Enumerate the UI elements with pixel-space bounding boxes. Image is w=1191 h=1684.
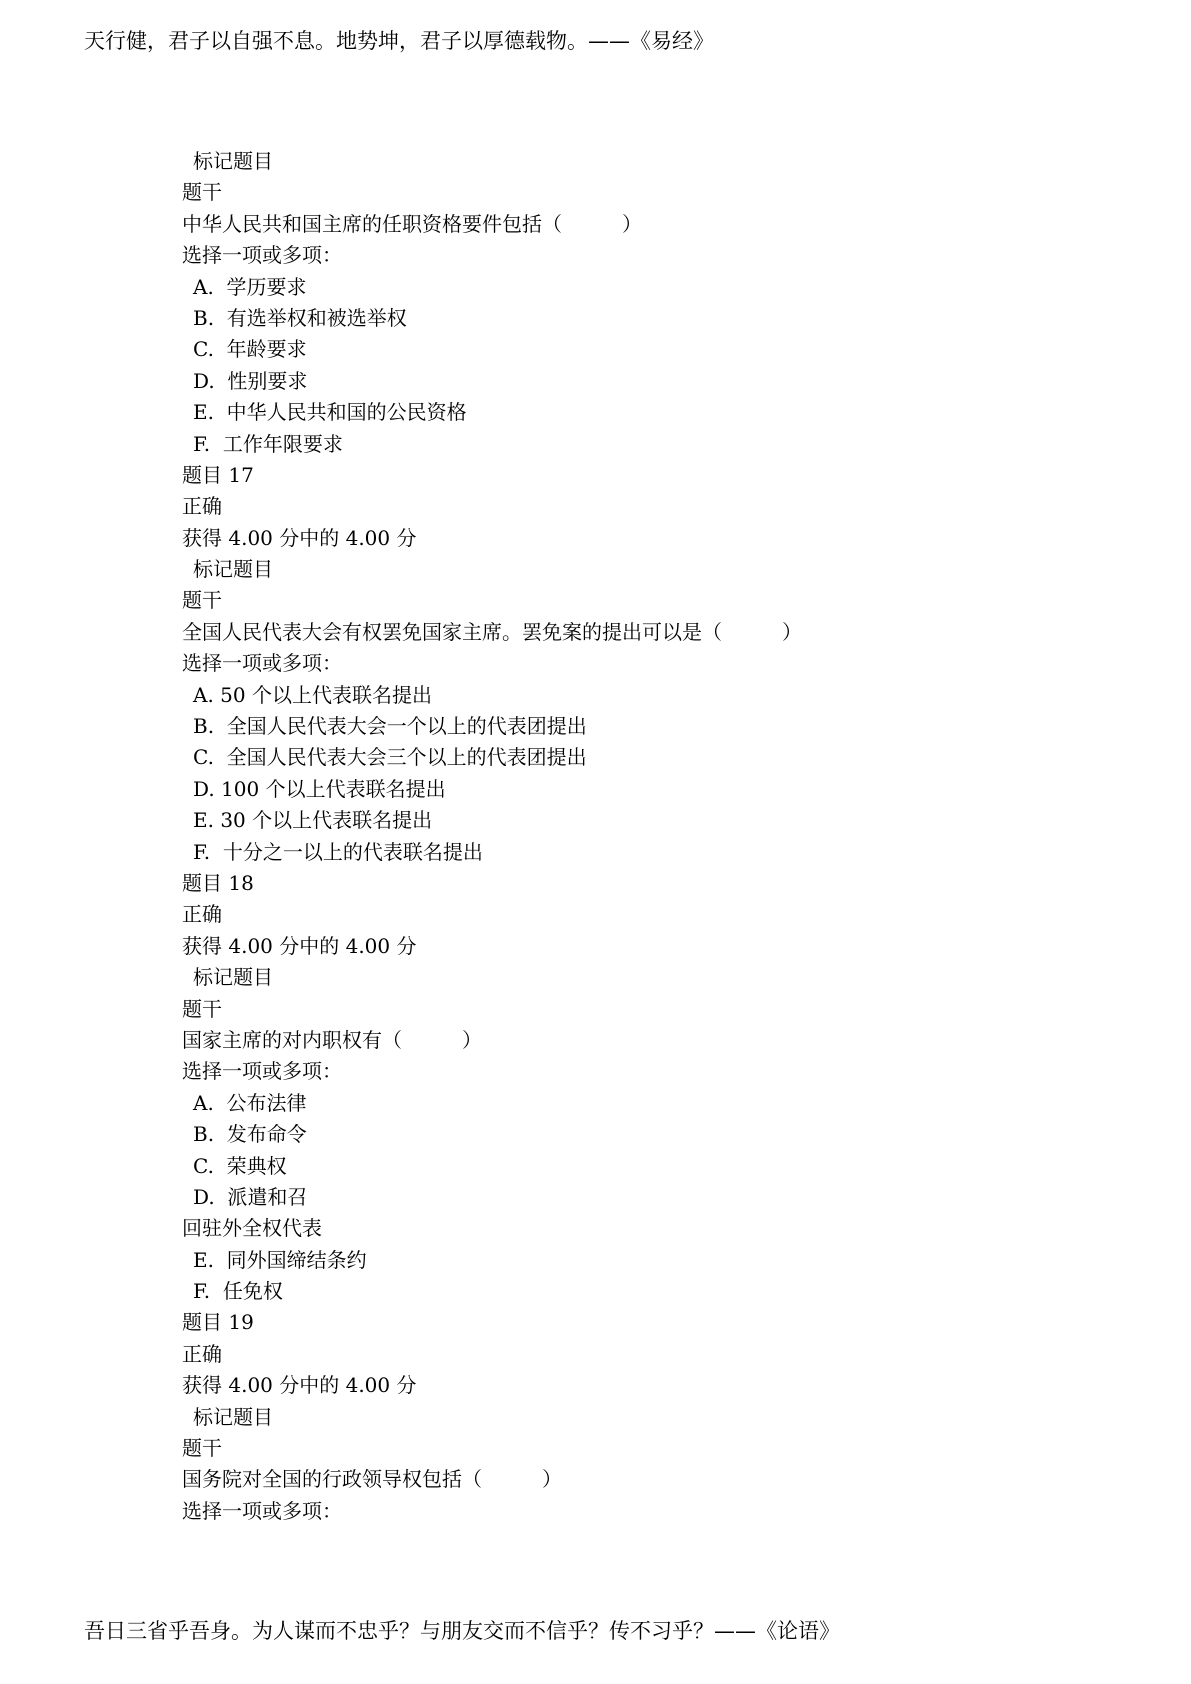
answer-instruction: 选择一项或多项：: [182, 1498, 342, 1523]
question-status: 正确: [182, 902, 222, 927]
answer-option[interactable]: E. 30 个以上代表联名提出: [193, 808, 433, 833]
question-stem-label: 题干: [182, 180, 222, 205]
flag-question-link[interactable]: 标记题目: [193, 1404, 273, 1429]
answer-option[interactable]: D. 派遣和召: [193, 1184, 308, 1209]
footer-quote: 吾日三省乎吾身。为人谋而不忠乎？与朋友交而不信乎？传不习乎？——《论语》: [84, 1619, 840, 1643]
question-score: 获得 4.00 分中的 4.00 分: [182, 525, 417, 550]
answer-option-continuation: 回驻外全权代表: [182, 1216, 322, 1241]
answer-option[interactable]: F. 工作年限要求: [193, 431, 343, 456]
quiz-content: [182, 146, 1082, 1527]
flag-question-link[interactable]: 标记题目: [193, 557, 273, 582]
answer-option[interactable]: F. 任免权: [193, 1279, 283, 1304]
answer-option[interactable]: A. 学历要求: [193, 274, 307, 299]
answer-option[interactable]: E. 中华人民共和国的公民资格: [193, 400, 467, 425]
answer-instruction: 选择一项或多项：: [182, 1059, 342, 1084]
question-stem-label: 题干: [182, 588, 222, 613]
answer-instruction: 选择一项或多项：: [182, 243, 342, 268]
question-status: 正确: [182, 494, 222, 519]
question-text: 国务院对全国的行政领导权包括（ ）: [182, 1467, 562, 1492]
answer-option[interactable]: B. 发布命令: [193, 1122, 307, 1147]
question-stem-label: 题干: [182, 996, 222, 1021]
question-text: 全国人民代表大会有权罢免国家主席。罢免案的提出可以是（ ）: [182, 619, 802, 644]
flag-question-link[interactable]: 标记题目: [193, 149, 273, 173]
answer-option[interactable]: C. 全国人民代表大会三个以上的代表团提出: [193, 745, 587, 770]
question-stem-label: 题干: [182, 1436, 222, 1461]
answer-option[interactable]: D. 100 个以上代表联名提出: [193, 776, 446, 801]
answer-option[interactable]: E. 同外国缔结条约: [193, 1247, 367, 1272]
answer-instruction: 选择一项或多项：: [182, 651, 342, 676]
question-text: 中华人民共和国主席的任职资格要件包括（ ）: [182, 211, 642, 236]
answer-option[interactable]: B. 全国人民代表大会一个以上的代表团提出: [193, 714, 587, 739]
answer-option[interactable]: F. 十分之一以上的代表联名提出: [193, 839, 483, 864]
question-text: 国家主席的对内职权有（ ）: [182, 1027, 482, 1052]
question-score: 获得 4.00 分中的 4.00 分: [182, 1373, 417, 1398]
question-number: 题目 19: [182, 1310, 254, 1335]
question-number: 题目 17: [182, 462, 254, 487]
flag-question-link[interactable]: 标记题目: [193, 965, 273, 990]
answer-option[interactable]: C. 荣典权: [193, 1153, 287, 1178]
answer-option[interactable]: A. 公布法律: [193, 1090, 307, 1115]
header-quote: 天行健，君子以自强不息。地势坤，君子以厚德载物。——《易经》: [84, 29, 714, 53]
answer-option[interactable]: D. 性别要求: [193, 368, 308, 393]
answer-option[interactable]: C. 年龄要求: [193, 337, 307, 362]
question-score: 获得 4.00 分中的 4.00 分: [182, 933, 417, 958]
question-status: 正确: [182, 1341, 222, 1366]
question-number: 题目 18: [182, 870, 254, 895]
answer-option[interactable]: B. 有选举权和被选举权: [193, 305, 407, 330]
answer-option[interactable]: A. 50 个以上代表联名提出: [193, 682, 432, 707]
